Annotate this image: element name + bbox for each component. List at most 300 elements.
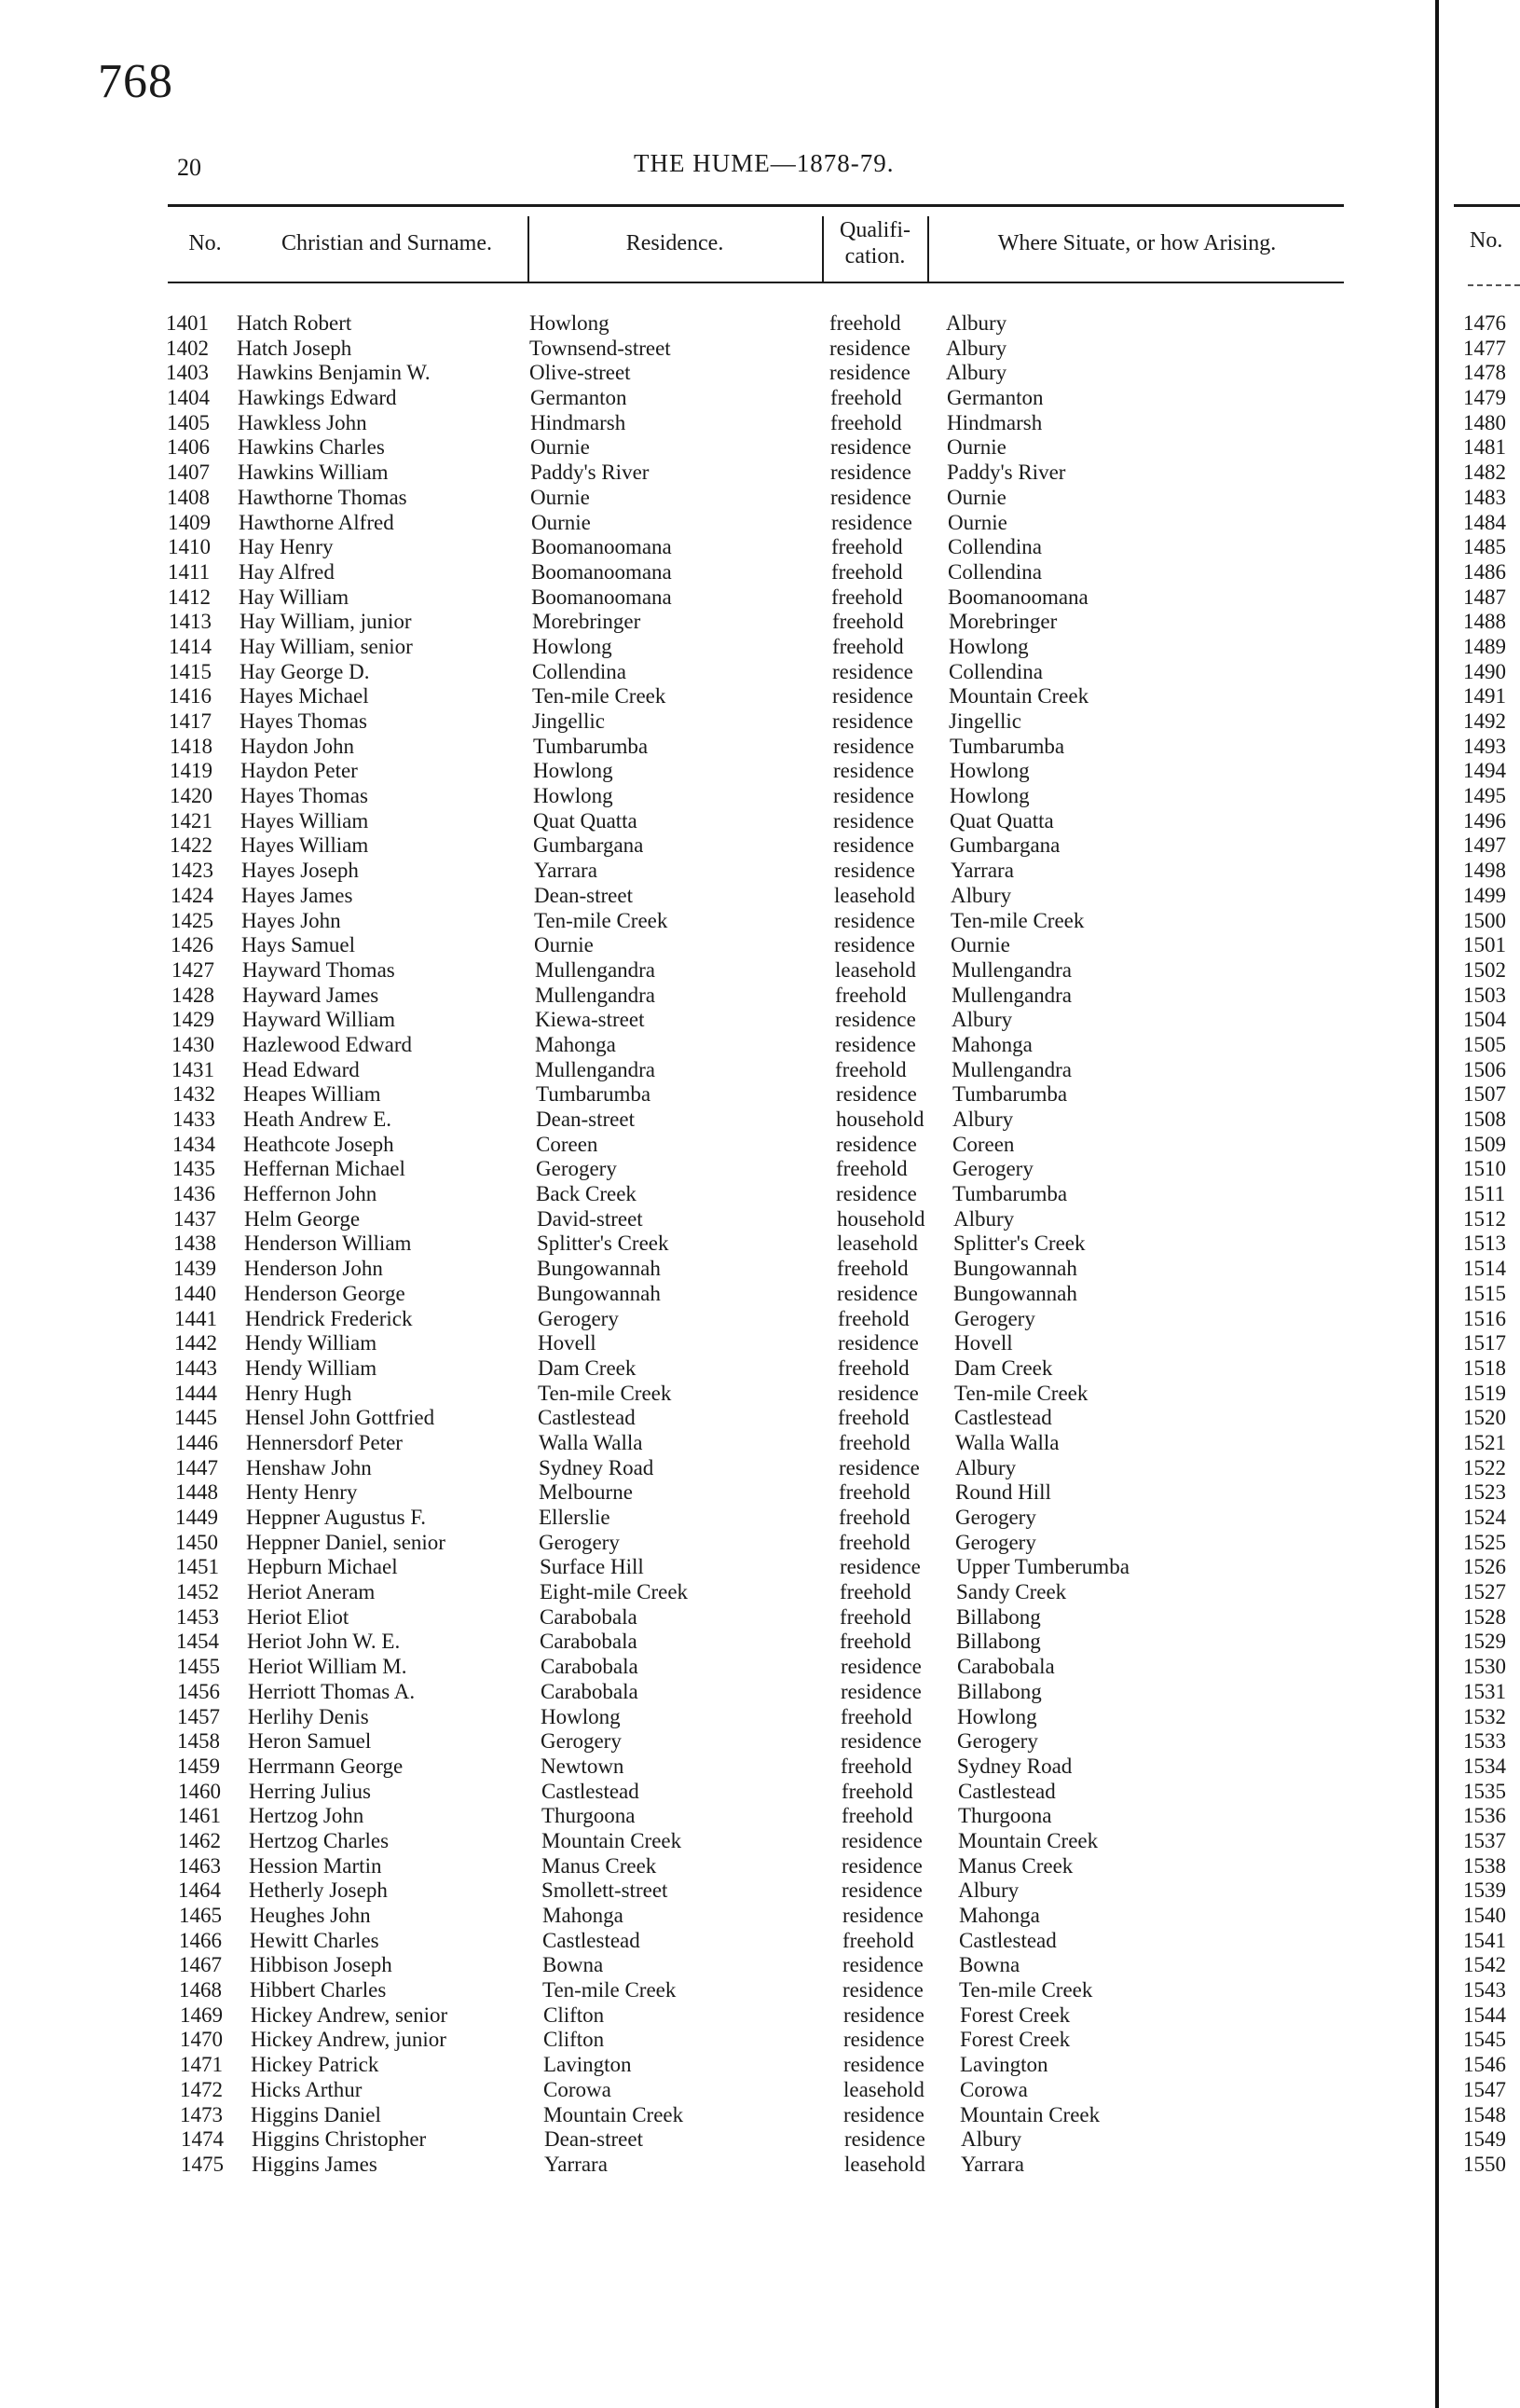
where-situate: Forest Creek [960, 2028, 1071, 2052]
where-situate: Albury [952, 1108, 1014, 1131]
elector-name: Heffernon John [243, 1182, 377, 1206]
residence: Boomanoomana [531, 535, 672, 559]
residence: Mountain Creek [543, 2102, 684, 2126]
row-number: 1475 [181, 2152, 224, 2176]
next-page-row-number: 1519 [1463, 1381, 1506, 1405]
row-number: 1456 [177, 1679, 220, 1703]
qualification: residence [834, 908, 915, 932]
where-situate: Splitter's Creek [953, 1232, 1086, 1256]
row-number: 1450 [175, 1530, 218, 1554]
table-row [0, 1008, 1435, 1033]
next-page-row-number: 1547 [1463, 2077, 1506, 2101]
where-situate: Mullengandra [952, 983, 1073, 1007]
where-situate: Mountain Creek [960, 2102, 1101, 2126]
table-row [0, 1953, 1435, 1978]
qualification: residence [841, 1729, 922, 1754]
row-number: 1444 [174, 1381, 217, 1405]
table-row [0, 1978, 1435, 2003]
qualification: freehold [838, 1306, 910, 1330]
elector-name: Heriot John W. E. [247, 1630, 401, 1654]
residence: Splitter's Creek [537, 1232, 669, 1256]
where-situate: Billabong [957, 1679, 1042, 1703]
row-number: 1418 [170, 734, 212, 758]
next-page-row-number: 1499 [1463, 883, 1506, 907]
table-row [0, 684, 1435, 709]
next-page-row-number: 1494 [1463, 759, 1506, 783]
table-row [0, 435, 1435, 461]
page-title: THE HUME—1878-79. [634, 149, 895, 177]
elector-name: Hayes Thomas [240, 709, 367, 733]
where-situate: Ournie [947, 485, 1006, 509]
elector-name: Hession Martin [249, 1853, 382, 1878]
row-number: 1453 [176, 1604, 219, 1629]
next-page-row-number: 1488 [1463, 610, 1506, 634]
table-row [0, 1804, 1435, 1829]
elector-name: Higgins Daniel [251, 2102, 381, 2126]
elector-name: Heriot Aneram [247, 1580, 376, 1604]
next-page-row-number: 1491 [1463, 684, 1506, 709]
where-situate: Walla Walla [955, 1430, 1060, 1454]
qualification: freehold [840, 1580, 911, 1604]
elector-name: Hendy William [245, 1355, 377, 1380]
row-number: 1442 [174, 1331, 217, 1355]
where-situate: Ten-mile Creek [959, 1978, 1093, 2002]
next-page-row-number: 1535 [1463, 1779, 1506, 1803]
where-situate: Ournie [948, 510, 1007, 534]
elector-name: Heffernan Michael [243, 1157, 405, 1181]
residence: Manus Creek [541, 1853, 657, 1878]
row-number: 1422 [170, 833, 212, 858]
row-number: 1461 [178, 1804, 221, 1828]
where-situate: Gerogery [957, 1729, 1038, 1754]
residence: Bungowannah [537, 1257, 661, 1281]
table-row [0, 709, 1435, 735]
next-page-row-number: 1516 [1463, 1306, 1506, 1330]
residence: Corowa [543, 2077, 611, 2101]
where-situate: Howlong [957, 1704, 1037, 1728]
row-number: 1423 [171, 859, 213, 883]
elector-name: Hibbert Charles [250, 1978, 387, 2002]
elector-name: Heron Samuel [248, 1729, 372, 1754]
qualification: residence [842, 1853, 923, 1878]
table-row [0, 2053, 1435, 2078]
row-number: 1421 [170, 808, 212, 832]
row-number: 1458 [177, 1729, 220, 1754]
next-page-row-number: 1485 [1463, 535, 1506, 559]
table-row [0, 1904, 1435, 1929]
where-situate: Collendina [949, 659, 1043, 683]
table-row [0, 1382, 1435, 1407]
table-row [0, 2127, 1435, 2153]
table-row [0, 1480, 1435, 1506]
qualification: freehold [837, 1257, 909, 1281]
row-number: 1414 [169, 634, 212, 658]
next-page-row-number: 1532 [1463, 1704, 1506, 1728]
elector-name: Herrmann George [248, 1754, 404, 1778]
where-situate: Mahonga [959, 1904, 1040, 1927]
qualification: residence [834, 933, 915, 957]
residence: Howlong [533, 784, 613, 808]
where-situate: Gerogery [955, 1506, 1036, 1529]
elector-name: Hetherly Joseph [249, 1878, 388, 1903]
qualification: residence [835, 1008, 916, 1032]
residence: Gerogery [536, 1157, 617, 1181]
next-page-row-number: 1513 [1463, 1232, 1506, 1256]
where-situate: Bungowannah [953, 1281, 1077, 1305]
next-page-row-number: 1543 [1463, 1978, 1506, 2002]
qualification: freehold [836, 1157, 908, 1181]
residence: Walla Walla [539, 1430, 643, 1454]
row-number: 1449 [175, 1506, 218, 1529]
where-situate: Bungowannah [953, 1257, 1077, 1281]
table-row [0, 859, 1435, 884]
table-row [0, 1406, 1435, 1431]
elector-name: Heughes John [250, 1904, 371, 1927]
where-situate: Jingellic [949, 709, 1021, 733]
row-number: 1408 [167, 485, 210, 509]
elector-name: Hay William, senior [240, 634, 413, 658]
table-row [0, 386, 1435, 411]
row-number: 1439 [173, 1257, 216, 1281]
table-row [0, 2153, 1435, 2178]
qualification: residence [830, 461, 911, 485]
row-number: 1411 [168, 559, 211, 584]
row-number: 1434 [172, 1132, 215, 1156]
residence: Boomanoomana [531, 559, 672, 584]
where-situate: Forest Creek [960, 2002, 1071, 2027]
row-number: 1470 [180, 2028, 223, 2052]
table-row [0, 884, 1435, 909]
next-page-row-number: 1534 [1463, 1754, 1506, 1778]
header-residence: Residence. [625, 231, 724, 255]
where-situate: Lavington [960, 2053, 1048, 2077]
residence: Gerogery [538, 1306, 619, 1330]
residence: Mullengandra [535, 983, 656, 1007]
row-number: 1463 [178, 1853, 221, 1878]
row-number: 1447 [175, 1455, 218, 1479]
row-number: 1404 [167, 386, 210, 410]
row-number: 1401 [166, 311, 209, 335]
where-situate: Mahonga [952, 1032, 1033, 1056]
table-row [0, 1531, 1435, 1556]
residence: Hovell [538, 1331, 596, 1355]
row-number: 1464 [178, 1878, 221, 1903]
elector-name: Haydon John [240, 734, 355, 758]
table-row [0, 1331, 1435, 1356]
elector-name: Hawkings Edward [238, 386, 397, 410]
column-divider [927, 216, 929, 283]
qualification: leasehold [835, 957, 916, 982]
elector-name: Hay George D. [240, 659, 370, 683]
row-number: 1443 [174, 1355, 217, 1380]
row-number: 1446 [175, 1430, 218, 1454]
where-situate: Castlestead [959, 1928, 1057, 1952]
residence: Ten-mile Creek [542, 1978, 677, 2002]
qualification: leasehold [834, 883, 915, 907]
where-situate: Mullengandra [952, 957, 1073, 982]
where-situate: Mountain Creek [949, 684, 1089, 709]
qualification: residence [839, 1455, 920, 1479]
where-situate: Howlong [949, 634, 1029, 658]
where-situate: Thurgoona [958, 1804, 1052, 1828]
row-number: 1430 [171, 1032, 214, 1056]
qualification: freehold [842, 1928, 914, 1952]
table-row [0, 1729, 1435, 1754]
table-row [0, 1929, 1435, 1954]
residence: Castlestead [541, 1779, 639, 1803]
next-page-row-number: 1544 [1463, 2002, 1506, 2027]
qualification: residence [838, 1381, 919, 1405]
qualification: residence [841, 1679, 922, 1703]
row-number: 1472 [180, 2077, 223, 2101]
next-page-row-number: 1504 [1463, 1008, 1506, 1032]
where-situate: Ournie [947, 435, 1006, 460]
residence: Bungowannah [537, 1281, 661, 1305]
qualification: residence [833, 734, 914, 758]
table-row [0, 909, 1435, 934]
qualification: freehold [839, 1480, 911, 1505]
next-page-row-number: 1477 [1463, 336, 1506, 360]
residence: Clifton [543, 2002, 605, 2027]
next-page-row-number: 1486 [1463, 559, 1506, 584]
next-page-row-number: 1539 [1463, 1878, 1506, 1903]
elector-name: Hibbison Joseph [250, 1953, 392, 1977]
where-situate: Billabong [956, 1604, 1041, 1629]
table-row [0, 1580, 1435, 1605]
where-situate: Albury [952, 1008, 1013, 1032]
where-situate: Hindmarsh [947, 410, 1043, 434]
residence: Ellerslie [539, 1506, 610, 1529]
table-row [0, 1754, 1435, 1780]
qualification: residence [829, 361, 911, 385]
where-situate: Corowa [960, 2077, 1028, 2101]
residence: Eight-mile Creek [540, 1580, 689, 1604]
residence: Townsend-street [529, 336, 671, 360]
row-number: 1460 [178, 1779, 221, 1803]
qualification: residence [835, 1032, 916, 1056]
residence: Jingellic [532, 709, 605, 733]
table-row [0, 1605, 1435, 1631]
table-row [0, 1780, 1435, 1805]
where-situate: Hovell [954, 1331, 1013, 1355]
residence: Mahonga [535, 1032, 616, 1056]
elector-table [0, 311, 1435, 2178]
where-situate: Paddy's River [947, 461, 1066, 485]
elector-name: Hayward William [242, 1008, 396, 1032]
next-page-row-number: 1531 [1463, 1679, 1506, 1703]
next-page-row-number: 1481 [1463, 435, 1506, 460]
elector-name: Hickey Andrew, senior [251, 2002, 448, 2027]
table-row [0, 635, 1435, 660]
table-row [0, 486, 1435, 511]
qualification: residence [840, 1555, 921, 1579]
elector-name: Hawkins Charles [238, 435, 385, 460]
residence: Thurgoona [541, 1804, 636, 1828]
where-situate: Gerogery [954, 1306, 1035, 1330]
qualification: residence [836, 1132, 917, 1156]
qualification: residence [842, 1953, 924, 1977]
next-page-row-number: 1511 [1463, 1182, 1506, 1206]
elector-name: Hayes Thomas [240, 784, 368, 808]
table-row [0, 933, 1435, 958]
residence: Dean-street [534, 883, 633, 907]
row-number: 1438 [173, 1232, 216, 1256]
elector-name: Hertzog Charles [249, 1828, 390, 1852]
table-row [0, 411, 1435, 436]
qualification: residence [842, 1828, 923, 1852]
next-page-row-number: 1497 [1463, 833, 1506, 858]
residence: Ten-mile Creek [532, 684, 666, 709]
next-page-row-number: 1483 [1463, 485, 1506, 509]
next-page-row-number: 1484 [1463, 510, 1506, 534]
where-situate: Tumbarumba [952, 1082, 1068, 1107]
where-situate: Yarrara [951, 859, 1014, 883]
row-number: 1441 [174, 1306, 217, 1330]
elector-name: Hawkins Benjamin W. [237, 361, 431, 385]
row-number: 1448 [175, 1480, 218, 1505]
table-row [0, 1680, 1435, 1705]
table-row [0, 1431, 1435, 1456]
elector-name: Hayes Michael [240, 684, 369, 709]
next-page-row-number: 1496 [1463, 808, 1506, 832]
elector-name: Heath Andrew E. [243, 1108, 392, 1131]
where-situate: Ournie [951, 933, 1010, 957]
table-row [0, 1307, 1435, 1332]
table-row [0, 735, 1435, 760]
row-number: 1412 [168, 585, 211, 609]
where-situate: Albury [953, 1206, 1015, 1231]
next-page-row-number: 1490 [1463, 659, 1506, 683]
where-situate: Tumbarumba [950, 734, 1065, 758]
row-number: 1420 [170, 784, 212, 808]
residence: Ten-mile Creek [538, 1381, 672, 1405]
table-row [0, 958, 1435, 984]
row-number: 1467 [179, 1953, 222, 1977]
table-row [0, 1456, 1435, 1481]
qualification: freehold [842, 1779, 913, 1803]
qualification: residence [836, 1082, 917, 1107]
next-page-row-number: 1536 [1463, 1804, 1506, 1828]
row-number: 1454 [176, 1630, 219, 1654]
qualification: freehold [830, 410, 902, 434]
elector-name: Herriott Thomas A. [248, 1679, 416, 1703]
row-number: 1417 [169, 709, 212, 733]
qualification: freehold [838, 1406, 910, 1430]
table-row [0, 1878, 1435, 1904]
qualification: residence [832, 659, 913, 683]
row-number: 1457 [177, 1704, 220, 1728]
table-row [0, 560, 1435, 585]
qualification: residence [833, 808, 914, 832]
qualification: residence [843, 2028, 924, 2052]
residence: Smollett-street [541, 1878, 668, 1903]
elector-name: Hicks Arthur [251, 2077, 363, 2101]
elector-name: Heapes William [243, 1082, 381, 1107]
table-row [0, 2003, 1435, 2029]
where-situate: Quat Quatta [950, 808, 1054, 832]
sub-page-number: 20 [177, 154, 201, 181]
qualification: residence [842, 1904, 924, 1927]
where-situate: Germanton [947, 386, 1044, 410]
table-row [0, 535, 1435, 560]
next-page-row-number: 1527 [1463, 1580, 1506, 1604]
next-page-row-number: 1541 [1463, 1928, 1506, 1952]
row-number: 1459 [177, 1754, 220, 1778]
residence: Collendina [532, 659, 626, 683]
row-number: 1445 [174, 1406, 217, 1430]
next-page-row-number: 1530 [1463, 1655, 1506, 1679]
elector-name: Hazlewood Edward [242, 1032, 413, 1056]
residence: Boomanoomana [531, 585, 672, 609]
elector-name: Henderson George [244, 1281, 405, 1305]
elector-name: Hayes William [240, 833, 369, 858]
qualification: freehold [839, 1430, 911, 1454]
residence: Bowna [542, 1953, 604, 1977]
residence: Howlong [529, 311, 609, 335]
residence: Mullengandra [535, 957, 656, 982]
next-page-row-number: 1482 [1463, 461, 1506, 485]
residence: Clifton [543, 2028, 605, 2052]
qualification: residence [832, 684, 913, 709]
residence: Surface Hill [540, 1555, 644, 1579]
table-row [0, 1705, 1435, 1730]
next-page-row-number: 1510 [1463, 1157, 1506, 1181]
elector-name: Heppner Augustus F. [246, 1506, 427, 1529]
row-number: 1436 [172, 1182, 215, 1206]
where-situate: Bowna [959, 1953, 1020, 1977]
elector-name: Hay Alfred [239, 559, 335, 584]
residence: Ournie [531, 510, 591, 534]
elector-name: Hayward Thomas [242, 957, 395, 982]
residence: Gerogery [541, 1729, 622, 1754]
next-page-row-number: 1529 [1463, 1630, 1506, 1654]
row-number: 1419 [170, 759, 212, 783]
next-page-row-number: 1501 [1463, 933, 1506, 957]
next-page-row-number: 1525 [1463, 1530, 1506, 1554]
qualification: freehold [840, 1604, 911, 1629]
where-situate: Albury [946, 361, 1007, 385]
where-situate: Mountain Creek [958, 1828, 1099, 1852]
elector-name: Herlihy Denis [248, 1704, 369, 1728]
next-page-row-number: 1479 [1463, 386, 1506, 410]
elector-name: Higgins James [252, 2152, 377, 2176]
residence: Howlong [533, 759, 613, 783]
elector-name: Henderson William [244, 1232, 412, 1256]
qualification: freehold [835, 983, 907, 1007]
elector-name: Hawkless John [238, 410, 367, 434]
table-row [0, 660, 1435, 685]
qualification: residence [838, 1331, 919, 1355]
qualification: residence [831, 510, 912, 534]
where-situate: Albury [955, 1455, 1017, 1479]
row-number: 1416 [169, 684, 212, 709]
elector-name: Hickey Patrick [251, 2053, 379, 2077]
table-row [0, 1356, 1435, 1382]
residence: Castlestead [542, 1928, 640, 1952]
where-situate: Mullengandra [952, 1057, 1073, 1081]
where-situate: Ten-mile Creek [954, 1381, 1089, 1405]
where-situate: Upper Tumberumba [956, 1555, 1130, 1579]
elector-name: Hay Henry [239, 535, 334, 559]
residence: Tumbarumba [533, 734, 649, 758]
table-row [0, 2103, 1435, 2128]
row-number: 1415 [169, 659, 212, 683]
next-page-number-column [1463, 311, 1520, 2178]
qualification: freehold [839, 1506, 911, 1529]
next-page-row-number: 1517 [1463, 1331, 1506, 1355]
next-page-row-number: 1502 [1463, 957, 1506, 982]
row-number: 1428 [171, 983, 214, 1007]
